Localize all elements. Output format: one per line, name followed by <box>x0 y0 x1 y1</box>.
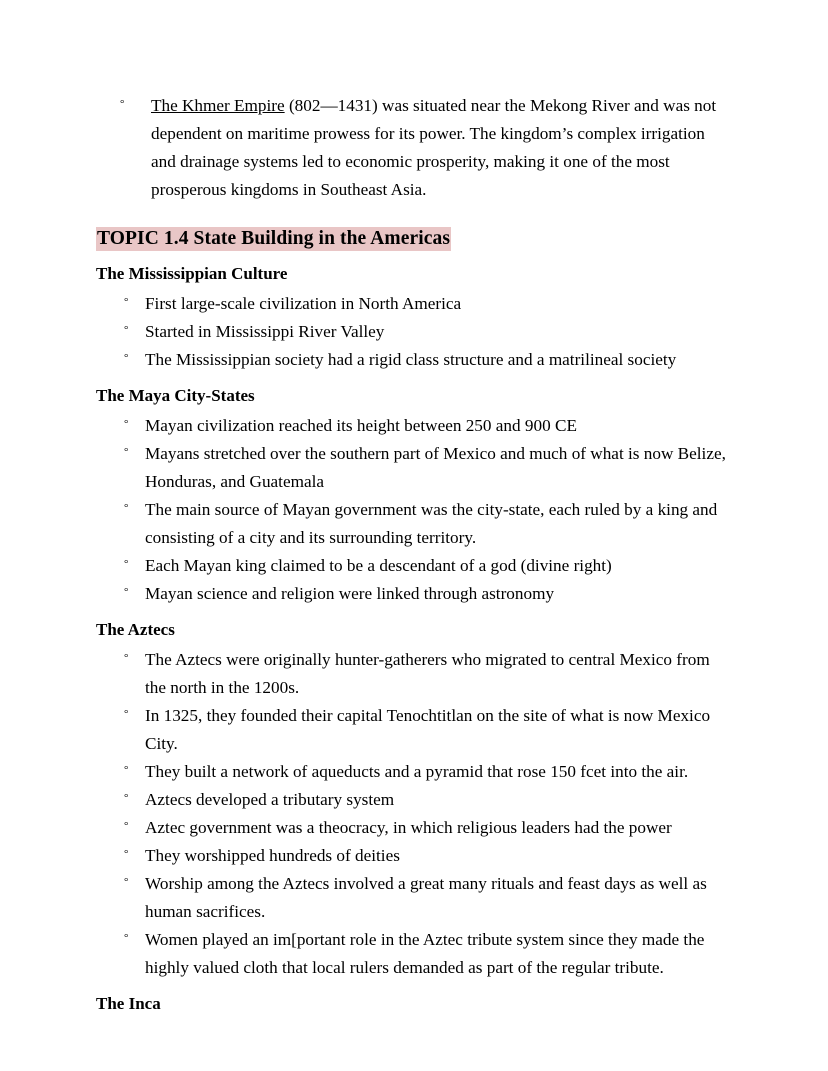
list-item <box>96 412 732 440</box>
bullet-marker-icon: ° <box>124 764 129 776</box>
topic-heading-highlight: TOPIC 1.4 State Building in the Americas <box>97 228 451 249</box>
list-item <box>96 758 732 786</box>
bullet-marker-icon: ° <box>124 558 129 570</box>
list-item <box>96 870 732 926</box>
bullet-marker-icon: ° <box>124 932 129 944</box>
list-item <box>96 580 732 608</box>
list-item-text: Each Mayan king claimed to be a descendant of a god (divine right) <box>145 556 612 575</box>
bullet-marker-icon: ° <box>124 586 129 598</box>
section-maya-city-states <box>96 384 732 608</box>
list-item <box>96 318 732 346</box>
list-item <box>96 702 732 758</box>
section-bullet-list <box>96 412 732 608</box>
list-item-text: In 1325, they founded their capital Tenochtitlan on the site of what is now Mexico City. <box>145 706 711 753</box>
list-item-text: They built a network of aqueducts and a pyramid that rose 150 fcet into the air. <box>145 762 689 781</box>
bullet-marker-icon: ° <box>124 652 129 664</box>
section-heading: The Inca <box>96 994 161 1013</box>
list-item <box>96 440 732 496</box>
list-item <box>96 646 732 702</box>
section-aztecs <box>96 618 732 982</box>
topic-heading <box>96 226 732 252</box>
section-heading: The Mississippian Culture <box>96 264 288 283</box>
bullet-marker-icon: ° <box>124 502 129 514</box>
section-mississippian-culture <box>96 262 732 374</box>
section-heading: The Maya City-States <box>96 386 255 405</box>
khmer-empire-description: (802—1431) was situated near the Mekong River and was not dependent on maritime prowess for its power. The kingdom’s complex irrigation and drainage systems led to economic prosperity, making it one of the most prosperous kingdoms in Southeast Asia. <box>151 96 717 199</box>
list-item-text: Mayan science and religion were linked through astronomy <box>145 584 555 603</box>
list-item-text: Mayans stretched over the southern part of Mexico and much of what is now Belize, Honduras, and Guatemala <box>145 444 726 491</box>
khmer-empire-term: The Khmer Empire <box>151 96 285 115</box>
list-item-text: The main source of Mayan government was the city-state, each ruled by a king and consisting of a city and its surrounding territory. <box>145 500 718 547</box>
bullet-marker-icon: ° <box>124 418 129 430</box>
list-item <box>96 346 732 374</box>
list-item <box>96 552 732 580</box>
bullet-marker-icon: ° <box>124 446 129 458</box>
list-item-text: Started in Mississippi River Valley <box>145 322 385 341</box>
bullet-marker-icon: ° <box>124 296 129 308</box>
section-bullet-list <box>96 646 732 982</box>
list-item-text <box>151 92 732 204</box>
list-item-text: Worship among the Aztecs involved a great many rituals and feast days as well as human sacrifices. <box>145 874 707 921</box>
document-content <box>96 92 732 1020</box>
list-item-text: The Aztecs were originally hunter-gatherers who migrated to central Mexico from the north in the 1200s. <box>145 650 710 697</box>
list-item-text: They worshipped hundreds of deities <box>145 846 400 865</box>
list-item-text: Aztecs developed a tributary system <box>145 790 395 809</box>
bullet-marker-icon: ° <box>120 98 125 110</box>
section-heading: The Aztecs <box>96 620 175 639</box>
list-item-text: Women played an im[portant role in the Aztec tribute system since they made the highly valued cloth that local rulers demanded as part of the regular tribute. <box>145 930 705 977</box>
list-item-text: Aztec government was a theocracy, in which religious leaders had the power <box>145 818 672 837</box>
list-item <box>96 814 732 842</box>
bullet-marker-icon: ° <box>124 324 129 336</box>
bullet-marker-icon: ° <box>124 876 129 888</box>
bullet-marker-icon: ° <box>124 792 129 804</box>
section-bullet-list <box>96 290 732 374</box>
list-item <box>96 496 732 552</box>
list-item-text: First large-scale civilization in North America <box>145 294 462 313</box>
bullet-marker-icon: ° <box>124 708 129 720</box>
list-item <box>96 842 732 870</box>
section-inca <box>96 992 732 1016</box>
bullet-marker-icon: ° <box>124 820 129 832</box>
list-item-text: Mayan civilization reached its height between 250 and 900 CE <box>145 416 577 435</box>
list-item <box>96 786 732 814</box>
list-item <box>96 290 732 318</box>
intro-bullet-list <box>96 92 732 204</box>
list-item-text: The Mississippian society had a rigid class structure and a matrilineal society <box>145 350 677 369</box>
bullet-marker-icon: ° <box>124 848 129 860</box>
bullet-marker-icon: ° <box>124 352 129 364</box>
list-item <box>96 92 732 204</box>
list-item <box>96 926 732 982</box>
